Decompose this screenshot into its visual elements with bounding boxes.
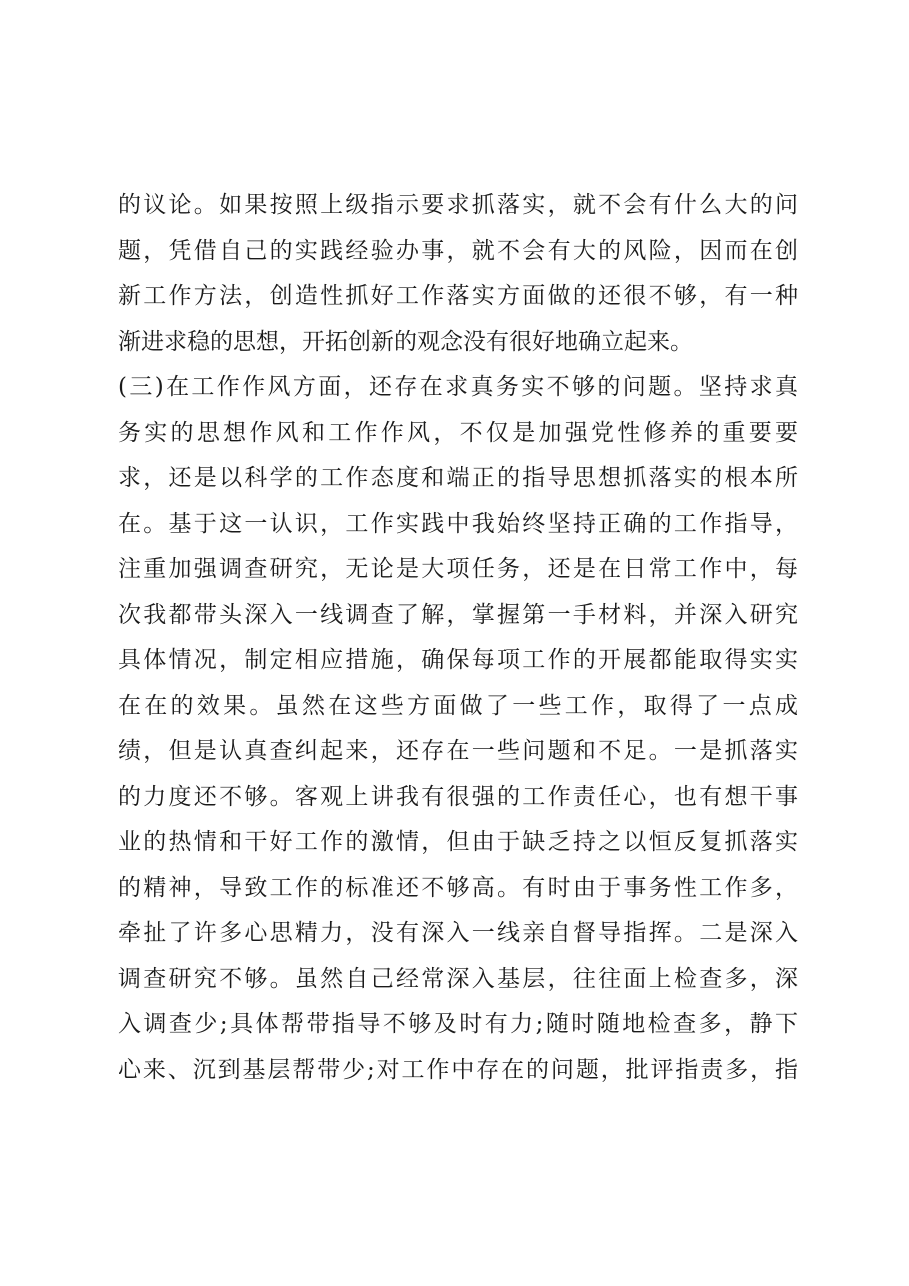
text-line: 新工作方法，创造性抓好工作落实方面做的还很不够，有一种 [118, 283, 798, 309]
text-line: 具体情况，制定相应措施，确保每项工作的开展都能取得实实 [118, 647, 798, 673]
text-line: 入调查少;具体帮带指导不够及时有力;随时随地检查多，静下 [118, 1011, 798, 1037]
text-line: 牵扯了许多心思精力，没有深入一线亲自督导指挥。二是深入 [118, 920, 798, 946]
text-line: 的精神，导致工作的标准还不够高。有时由于事务性工作多， [118, 874, 798, 901]
section-heading-line: (三)在工作作风方面，还存在求真务实不够的问题。坚持求真 [118, 374, 798, 400]
text-line: 次我都带头深入一线调查了解，掌握第一手材料，并深入研究 [118, 601, 798, 628]
text-line: 在在的效果。虽然在这些方面做了一些工作，取得了一点成 [118, 692, 798, 719]
text-line: 题，凭借自己的实践经验办事，就不会有大的风险，因而在创 [118, 237, 798, 264]
body-text [118, 183, 798, 1093]
text-line: 注重加强调查研究，无论是大项任务，还是在日常工作中，每 [118, 556, 798, 582]
text-line: 业的热情和干好工作的激情，但由于缺乏持之以恒反复抓落实 [118, 829, 798, 855]
text-line: 的力度还不够。客观上讲我有很强的工作责任心，也有想干事 [118, 783, 798, 810]
text-line: 在。基于这一认识，工作实践中我始终坚持正确的工作指导， [118, 510, 798, 537]
text-line: 务实的思想作风和工作作风，不仅是加强党性修养的重要要 [118, 419, 798, 446]
text-line: 绩，但是认真查纠起来，还存在一些问题和不足。一是抓落实 [118, 738, 798, 764]
text-line: 调查研究不够。虽然自己经常深入基层，往往面上检查多，深 [118, 965, 798, 992]
text-line: 的议论。如果按照上级指示要求抓落实，就不会有什么大的问 [118, 192, 798, 218]
text-line: 渐进求稳的思想，开拓创新的观念没有很好地确立起来。 [118, 328, 693, 355]
text-line: 求，还是以科学的工作态度和端正的指导思想抓落实的根本所 [118, 465, 798, 491]
text-line: 心来、沉到基层帮带少;对工作中存在的问题，批评指责多，指 [118, 1056, 798, 1083]
